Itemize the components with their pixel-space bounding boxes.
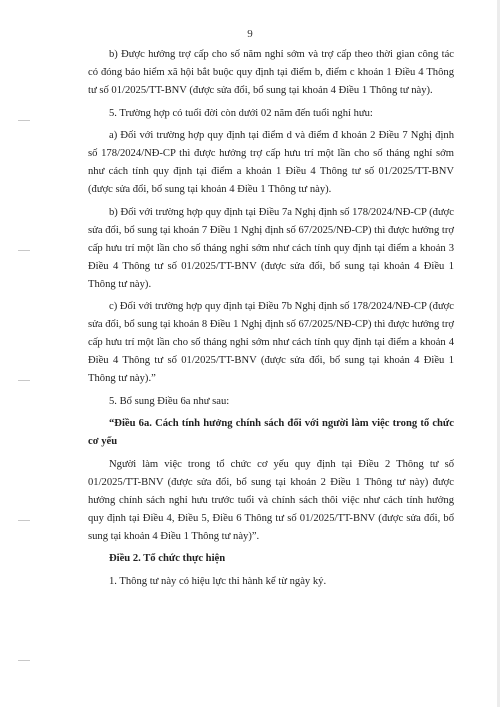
margin-mark	[18, 660, 30, 661]
margin-mark	[18, 250, 30, 251]
paragraph-4b-benefit: b) Được hưởng trợ cấp cho số năm nghỉ sớm và trợ cấp theo thời gian công tác có đóng bảo hiểm xã hội bắt buộc quy định tại điểm b, điểm c khoản 1 Điều 4 Thông tư số 01/2025/TT-BNV (được sửa đổi, bổ sung tại khoản 4 Điều 1 Thông tư này).	[88, 49, 454, 96]
article-2-heading: Điều 2. Tổ chức thực hiện	[109, 553, 226, 564]
margin-mark	[18, 380, 30, 381]
paragraph-5a: a) Đối với trường hợp quy định tại điểm d và điểm đ khoản 2 Điều 7 Nghị định số 178/2024/NĐ-CP thì được hưởng trợ cấp hưu trí một lần cho số tháng nghỉ sớm như cách tính quy định tại điểm a khoản 1 Điều 4 Thông tư số 01/2025/TT-BNV (được sửa đổi, bổ sung tại khoản 4 Điều 1 Thông tư này).	[88, 130, 454, 195]
margin-mark	[18, 520, 30, 521]
article-6a-heading: “Điều 6a. Cách tính hưởng chính sách đối với người làm việc trong tổ chức cơ yếu	[88, 418, 454, 447]
paragraph-supplement-6a: 5. Bổ sung Điều 6a như sau:	[109, 395, 230, 407]
paragraph-article-6a-body: Người làm việc trong tổ chức cơ yếu quy định tại Điều 2 Thông tư số 01/2025/TT-BNV (được sửa đổi, bổ sung tại khoản 2 Điều 1 Thông tư này) được hưởng chính sách nghỉ hưu trước tuổi và chính sách thôi việc như cách tính hưởng quy định tại Điều 4, Điều 5, Điều 6 Thông tư số 01/2025/TT-BNV (được sửa đổi, bổ sung tại khoản 4 Điều 1 Thông tư này)”.	[88, 458, 454, 542]
margin-mark	[18, 120, 30, 121]
paragraph-article-2-item-1: 1. Thông tư này có hiệu lực thi hành kể từ ngày ký.	[109, 575, 327, 587]
paragraph-clause-5: 5. Trường hợp có tuổi đời còn dưới 02 năm đến tuổi nghỉ hưu:	[109, 107, 373, 119]
paragraph-5b: b) Đối với trường hợp quy định tại Điều 7a Nghị định số 178/2024/NĐ-CP (được sửa đổi, bổ sung tại khoản 7 Điều 1 Nghị định số 67/2025/NĐ-CP) thì được hưởng trợ cấp hưu trí một lần cho số tháng nghỉ sớm như cách tính quy định tại điểm a khoản 3 Điều 4 Thông tư số 01/2025/TT-BNV (được sửa đổi, bổ sung tại khoản 4 Điều 1 Thông tư này).	[88, 206, 454, 290]
document-body	[88, 46, 454, 595]
page-number: 9	[247, 28, 253, 40]
paragraph-5c: c) Đối với trường hợp quy định tại Điều 7b Nghị định số 178/2024/NĐ-CP (được sửa đổi, bổ sung tại khoản 8 Điều 1 Nghị định số 67/2025/NĐ-CP) thì được hưởng trợ cấp hưu trí một lần cho số tháng nghỉ sớm như cách tính quy định tại điểm a khoản 4 Điều 4 Thông tư số 01/2025/TT-BNV (được sửa đổi, bổ sung tại khoản 4 Điều 1 Thông tư này).”	[88, 301, 454, 384]
